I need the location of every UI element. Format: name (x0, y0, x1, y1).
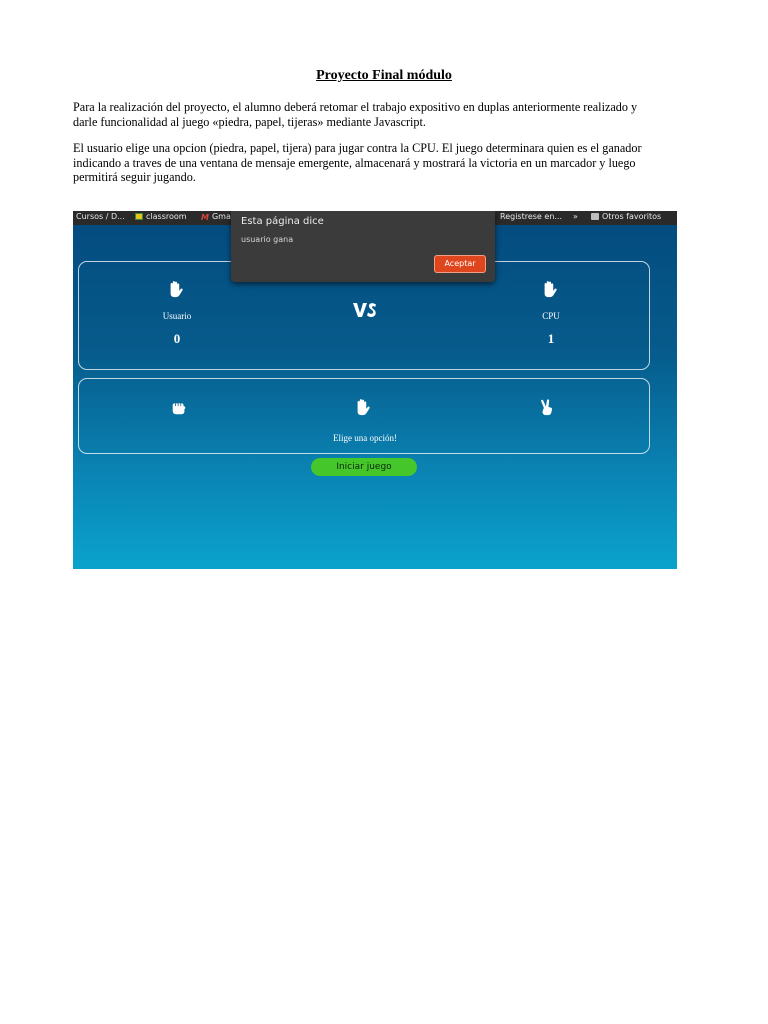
folder-icon (591, 213, 599, 220)
paragraph-line: indicando a traves de una ventana de mensaje emergente, almacenará y mostrará la victoria en un marcador y luego (73, 155, 636, 170)
paragraph-line: El usuario elige una opcion (piedra, papel, tijera) para jugar contra la CPU. El juego determinara quien es el ganador (73, 141, 642, 155)
start-game-button[interactable]: Iniciar juego (311, 458, 417, 476)
paragraph-line: darle funcionalidad al juego «piedra, papel, tijeras» mediante Javascript. (73, 114, 426, 129)
choice-prompt: Elige una opción! (333, 433, 397, 443)
rock-hand-icon[interactable] (170, 397, 188, 417)
user-score: 0 (173, 331, 181, 346)
paper-hand-icon[interactable] (354, 397, 372, 417)
accept-button[interactable]: Aceptar (434, 255, 486, 273)
cpu-paper-hand-icon (541, 279, 559, 299)
vs-icon (352, 301, 378, 319)
scissors-hand-icon[interactable] (538, 397, 556, 417)
paragraph-line: Para la realización del proyecto, el alumno deberá retomar el trabajo expositivo en duplas anteriormente realizado y (73, 100, 638, 114)
cpu-score: 1 (547, 331, 555, 346)
classroom-icon (135, 213, 143, 220)
gmail-icon: M (201, 213, 209, 222)
bookmark-otros-favoritos[interactable]: Otros favoritos (591, 212, 661, 221)
cpu-label: CPU (542, 311, 560, 321)
bookmark-classroom[interactable]: classroom (135, 212, 187, 221)
user-label: Usuario (162, 311, 192, 321)
intro-paragraph (73, 100, 685, 129)
bookmarks-overflow-icon[interactable]: » (573, 212, 578, 221)
paragraph-line: permitirá seguir jugando. (73, 170, 196, 184)
game-screenshot (73, 211, 677, 569)
bookmark-gmail[interactable]: M Gma (201, 212, 231, 222)
dialog-title: Esta página dice (241, 216, 324, 227)
bookmark-cursos[interactable]: Cursos / D... (76, 212, 125, 221)
rules-paragraph (73, 141, 685, 185)
user-paper-hand-icon (167, 279, 185, 299)
bookmark-registrese[interactable]: Registrese en... (500, 212, 563, 221)
alert-dialog (231, 211, 495, 282)
dialog-message: usuario gana (241, 235, 294, 244)
document-title: Proyecto Final módulo (316, 68, 452, 83)
